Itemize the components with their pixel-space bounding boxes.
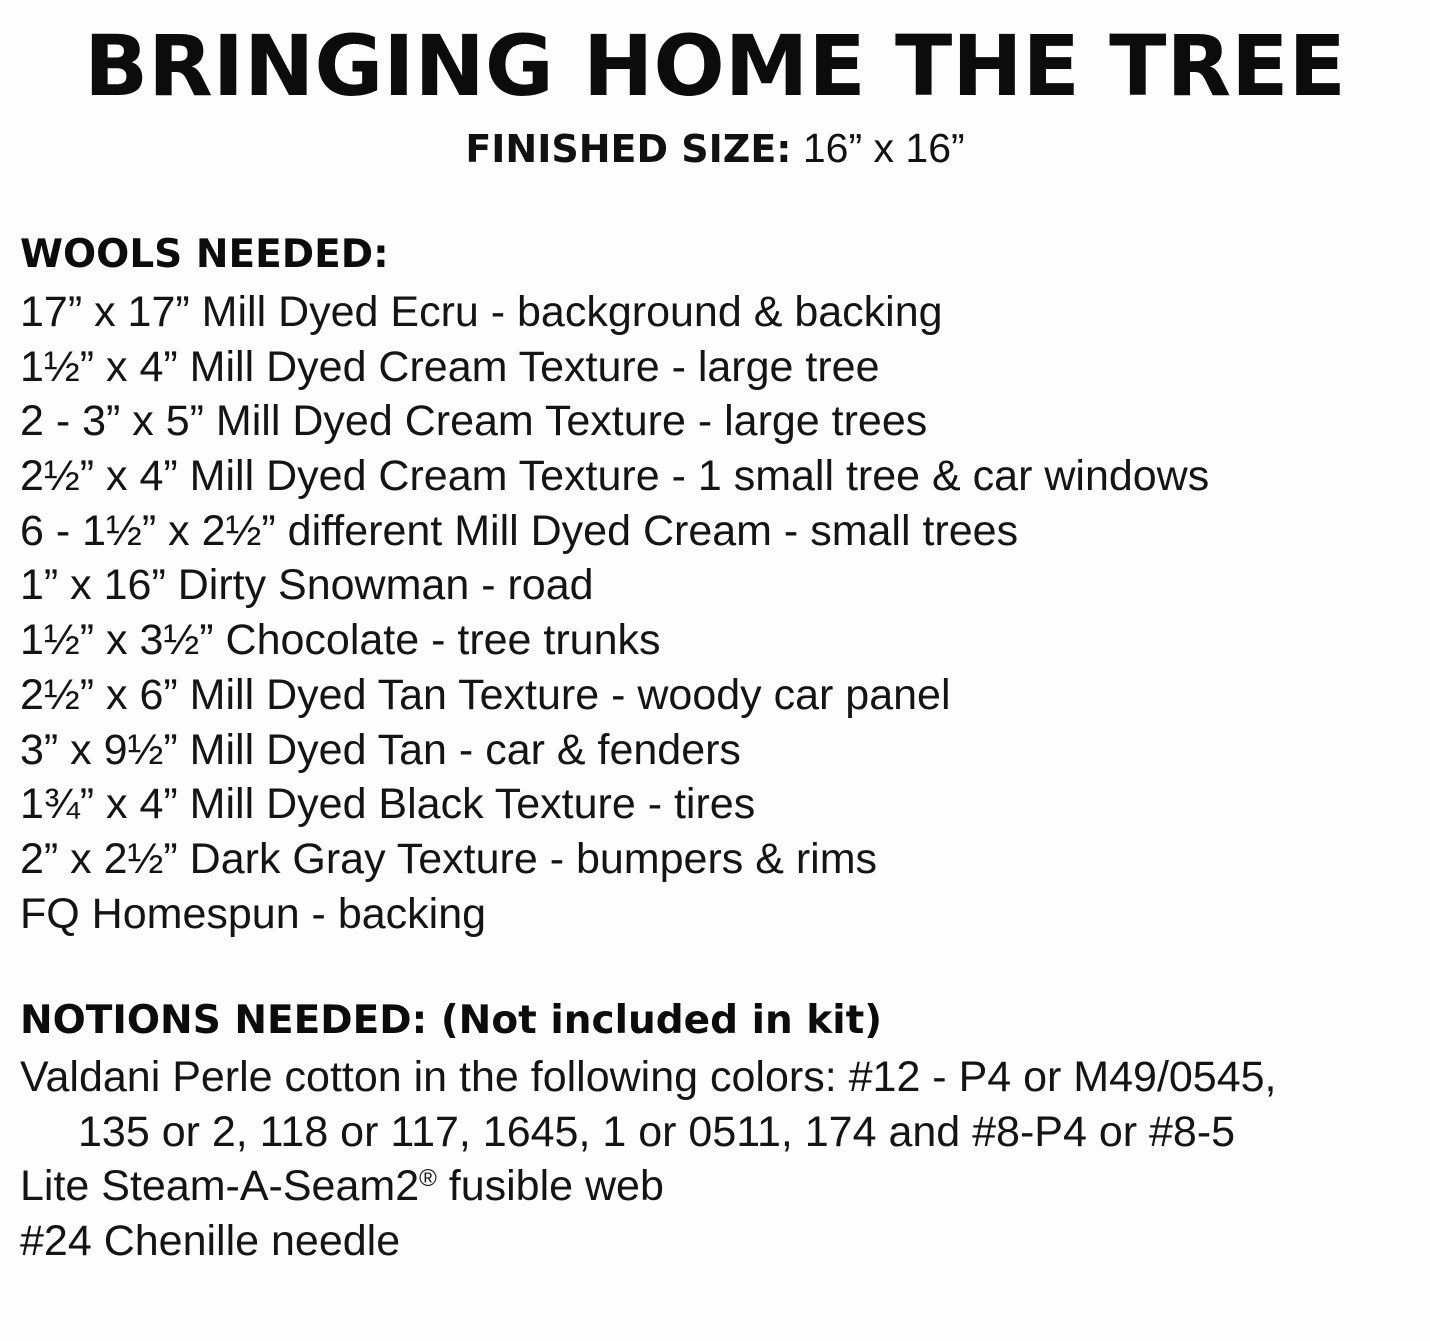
wool-item: FQ Homespun - backing <box>20 889 487 938</box>
notion-fusible-name: Lite Steam-A-Seam2 <box>20 1162 420 1211</box>
wool-item: 1½” x 3½” Chocolate - tree trunks <box>20 616 661 665</box>
wool-item: 1” x 16” Dirty Snowman - road <box>20 561 594 610</box>
wool-item: 3” x 9½” Mill Dyed Tan - car & fenders <box>20 725 741 774</box>
notions-heading: NOTIONS NEEDED: (Not included in kit) <box>20 998 883 1043</box>
notion-item: #24 Chenille needle <box>20 1217 401 1266</box>
finished-size <box>0 122 1430 175</box>
notion-fusible-suffix: fusible web <box>436 1162 664 1211</box>
finished-size-label: FINISHED SIZE: <box>465 127 792 171</box>
wool-item: 2 - 3” x 5” Mill Dyed Cream Texture - large trees <box>20 397 928 446</box>
notion-item <box>20 1159 1277 1214</box>
wool-item: 1½” x 4” Mill Dyed Cream Texture - large tree <box>20 342 880 391</box>
wool-item: 2½” x 6” Mill Dyed Tan Texture - woody car panel <box>20 670 951 719</box>
finished-size-value: 16” x 16” <box>791 125 965 171</box>
pattern-title: BRINGING HOME THE TREE <box>84 17 1346 115</box>
wool-item: 6 - 1½” x 2½” different Mill Dyed Cream - small trees <box>20 506 1019 555</box>
wools-heading: WOOLS NEEDED: <box>20 232 389 277</box>
notion-item-continuation: 135 or 2, 118 or 117, 1645, 1 or 0511, 174 and #8-P4 or #8-5 <box>78 1107 1236 1156</box>
registered-mark: ® <box>419 1165 437 1193</box>
wools-list <box>20 285 1209 941</box>
wool-item: 17” x 17” Mill Dyed Ecru - background & backing <box>20 288 943 336</box>
wool-item: 1¾” x 4” Mill Dyed Black Texture - tires <box>20 780 756 829</box>
notion-item: Valdani Perle cotton in the following colors: #12 - P4 or M49/0545, <box>20 1053 1277 1101</box>
wool-item: 2” x 2½” Dark Gray Texture - bumpers & rims <box>20 834 878 883</box>
notions-list <box>20 1050 1277 1269</box>
wool-item: 2½” x 4” Mill Dyed Cream Texture - 1 small tree & car windows <box>20 452 1210 501</box>
